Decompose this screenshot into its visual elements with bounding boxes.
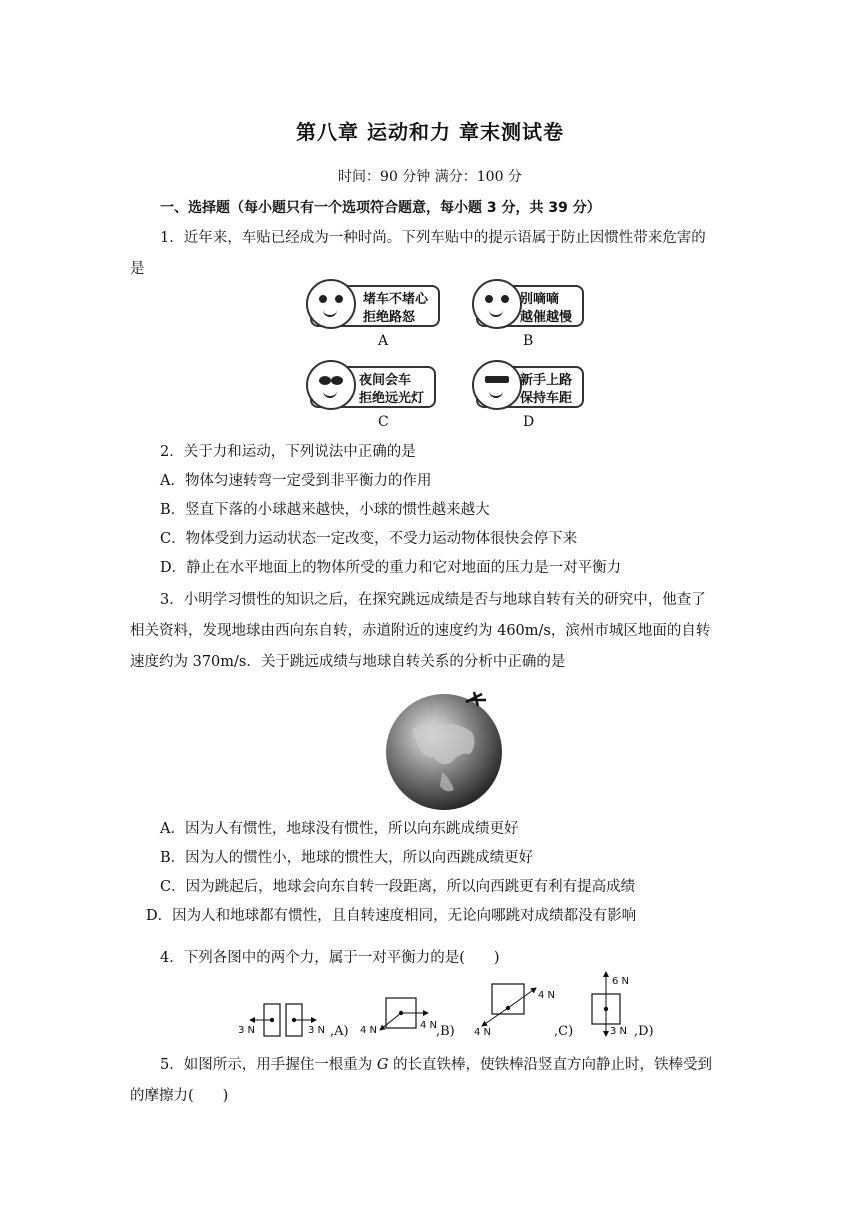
q5-line2: 的摩擦力( ) (130, 1088, 229, 1104)
earth-globe-icon (382, 682, 512, 812)
sticker-c-text1: 夜间会车 (358, 373, 411, 388)
force-c-bottom-label: 4 N (474, 1027, 492, 1038)
q1-line1: 1．近年来，车贴已经成为一种时尚。下列车贴中的提示语属于防止因惯性带来危害的 (160, 230, 706, 246)
cat-face-icon (472, 279, 522, 329)
q2-option-d: D．静止在水平地面上的物体所受的重力和它对地面的压力是一对平衡力 (160, 560, 622, 576)
sticker-b (476, 285, 584, 327)
option-b-tag: ,B) (436, 1024, 455, 1039)
rabbit-sunglasses-icon (472, 360, 522, 410)
force-b-right-label: 4 N (420, 1020, 438, 1031)
q5-line1-post: 的长直铁棒，使铁棒沿竖直方向静止时，铁棒受到 (388, 1057, 713, 1073)
q5-line1-pre: 5．如图所示，用手握住一根重为 (160, 1057, 377, 1073)
q3-option-a: A．因为人有惯性，地球没有惯性，所以向东跳成绩更好 (160, 821, 519, 837)
option-a-tag: ,A) (330, 1024, 349, 1039)
force-d-top-label: 6 N (612, 976, 630, 987)
q2-option-c: C．物体受到力运动状态一定改变，不受力运动物体很快会停下来 (160, 531, 578, 547)
sticker-a-text1: 堵车不堵心 (362, 292, 428, 307)
q5-variable-g: G (376, 1057, 389, 1073)
q1-line2: 是 (130, 261, 145, 277)
option-c-tag: ,C) (554, 1024, 574, 1039)
smiling-face-icon (306, 279, 356, 329)
q3-option-b: B．因为人的惯性小，地球的惯性大，所以向西跳成绩更好 (160, 850, 534, 866)
page-title: 第八章 运动和力 章末测试卷 (296, 120, 564, 144)
sticker-d-label: D (523, 414, 535, 430)
q3-line1: 3．小明学习惯性的知识之后，在探究跳远成绩是否与地球自转有关的研究中，他查了 (160, 592, 706, 608)
force-c-top-label: 4 N (538, 990, 556, 1001)
force-b-left-label: 4 N (360, 1025, 378, 1036)
section-heading: 一、选择题（每小题只有一个选项符合题意，每小题 3 分，共 39 分） (160, 200, 601, 216)
q2-stem: 2．关于力和运动，下列说法中正确的是 (160, 444, 416, 460)
sticker-b-label: B (523, 333, 534, 349)
sticker-d (476, 366, 584, 408)
sticker-a (310, 285, 440, 327)
force-a-right-label: 3 N (308, 1025, 326, 1036)
panda-face-icon (306, 360, 356, 410)
q4-stem: 4．下列各图中的两个力，属于一对平衡力的是( ) (160, 950, 500, 966)
sticker-c (310, 366, 436, 408)
exam-meta: 时间：90 分钟 满分：100 分 (338, 169, 522, 185)
force-a-left-label: 3 N (238, 1025, 256, 1036)
sticker-d-text1: 新手上路 (519, 373, 572, 388)
q3-option-c: C．因为跳起后，地球会向东自转一段距离，所以向西跳更有利有提高成绩 (160, 879, 636, 895)
option-d-tag: ,D) (634, 1024, 654, 1039)
sticker-b-text1: 别嘀嘀 (519, 292, 559, 307)
earth-globe-figure (382, 682, 512, 812)
q3-line3: 速度约为 370m/s．关于跳远成绩与地球自转关系的分析中正确的是 (130, 654, 566, 670)
sticker-a-text2: 拒绝路怒 (362, 310, 415, 325)
q3-option-d: D．因为人和地球都有惯性，且自转速度相同，无论向哪跳对成绩都没有影响 (146, 908, 637, 924)
force-diagrams (230, 968, 670, 1044)
sticker-c-text2: 拒绝远光灯 (358, 391, 424, 406)
sticker-c-label: C (378, 414, 389, 430)
q2-option-b: B．竖直下落的小球越来越快，小球的惯性越来越大 (160, 502, 490, 518)
force-d-bottom-label: 3 N (610, 1026, 628, 1037)
q2-option-a: A．物体匀速转弯一定受到非平衡力的作用 (160, 473, 432, 489)
sticker-a-label: A (378, 333, 389, 349)
sticker-b-text2: 越催越慢 (519, 310, 572, 325)
q5-line1 (160, 1053, 712, 1074)
q3-line2: 相关资料，发现地球由西向东自转，赤道附近的速度约为 460m/s，滨州市城区地面的自转 (130, 623, 711, 639)
sticker-d-text2: 保持车距 (519, 391, 572, 406)
